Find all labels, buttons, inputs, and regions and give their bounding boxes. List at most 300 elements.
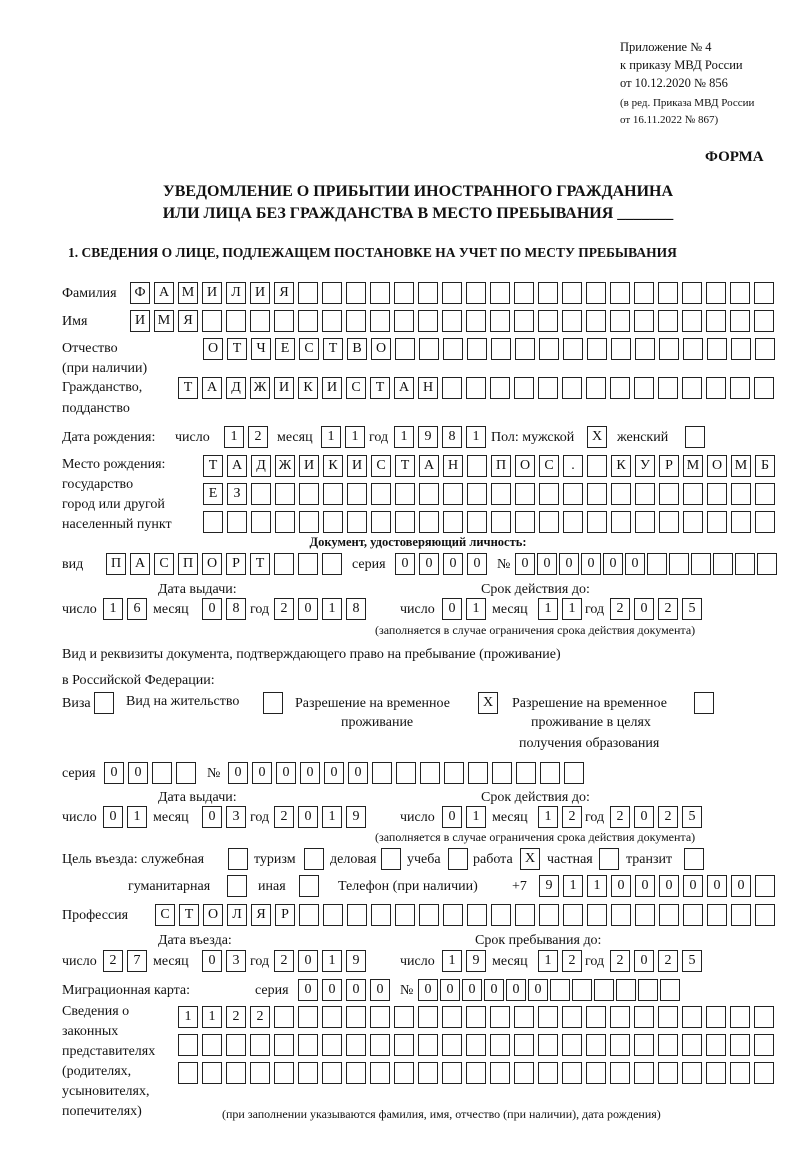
char-cell[interactable]: М [731,455,751,477]
char-cell[interactable]: 0 [731,875,751,897]
char-cell[interactable] [683,511,703,533]
char-cell[interactable] [683,904,703,926]
char-cell[interactable]: 0 [395,553,415,575]
char-cell[interactable] [562,377,582,399]
char-cell[interactable] [346,1006,366,1028]
char-cell[interactable]: И [299,455,319,477]
stay-day-field[interactable] [442,950,490,972]
char-cell[interactable] [539,483,559,505]
char-cell[interactable] [731,904,751,926]
char-cell[interactable] [611,904,631,926]
char-cell[interactable] [202,310,222,332]
char-cell[interactable]: 1 [587,875,607,897]
char-cell[interactable] [176,762,196,784]
char-cell[interactable]: У [635,455,655,477]
char-cell[interactable] [94,692,114,714]
char-cell[interactable] [304,848,324,870]
char-cell[interactable]: 1 [321,426,341,448]
char-cell[interactable]: Т [178,377,198,399]
char-cell[interactable]: 2 [610,598,630,620]
char-cell[interactable] [562,1034,582,1056]
char-cell[interactable] [682,1062,702,1084]
entry-year-field[interactable] [274,950,370,972]
char-cell[interactable] [658,1062,678,1084]
char-cell[interactable]: Т [323,338,343,360]
char-cell[interactable] [562,310,582,332]
char-cell[interactable]: 2 [274,950,294,972]
visa-checkbox[interactable] [94,692,118,714]
char-cell[interactable]: И [130,310,150,332]
purpose-study-checkbox[interactable] [448,848,472,870]
id-kind-field[interactable] [106,553,346,575]
char-cell[interactable]: . [563,455,583,477]
char-cell[interactable]: К [323,455,343,477]
char-cell[interactable] [323,904,343,926]
id-number-field[interactable] [515,553,779,575]
char-cell[interactable]: 0 [202,950,222,972]
char-cell[interactable] [572,979,592,1001]
char-cell[interactable] [706,1062,726,1084]
char-cell[interactable]: Т [203,455,223,477]
char-cell[interactable] [419,338,439,360]
char-cell[interactable]: 2 [248,426,268,448]
char-cell[interactable]: 0 [442,806,462,828]
char-cell[interactable] [515,338,535,360]
char-cell[interactable] [683,483,703,505]
char-cell[interactable] [514,1062,534,1084]
char-cell[interactable]: И [250,282,270,304]
char-cell[interactable]: 1 [538,950,558,972]
char-cell[interactable]: 0 [537,553,557,575]
char-cell[interactable]: И [202,282,222,304]
char-cell[interactable] [370,1062,390,1084]
char-cell[interactable] [538,1034,558,1056]
char-cell[interactable]: 9 [418,426,438,448]
char-cell[interactable] [468,762,488,784]
char-cell[interactable] [539,511,559,533]
char-cell[interactable]: 0 [324,762,344,784]
char-cell[interactable]: 2 [610,950,630,972]
id-series-field[interactable] [395,553,491,575]
char-cell[interactable] [658,282,678,304]
char-cell[interactable]: 9 [466,950,486,972]
char-cell[interactable] [647,553,667,575]
char-cell[interactable] [418,282,438,304]
char-cell[interactable]: 0 [683,875,703,897]
char-cell[interactable] [274,1034,294,1056]
char-cell[interactable]: 5 [682,806,702,828]
res-number-field[interactable] [228,762,588,784]
char-cell[interactable] [467,455,487,477]
char-cell[interactable]: 0 [634,950,654,972]
char-cell[interactable]: 0 [252,762,272,784]
char-cell[interactable] [514,1006,534,1028]
char-cell[interactable] [178,1062,198,1084]
char-cell[interactable] [730,310,750,332]
char-cell[interactable]: X [520,848,540,870]
char-cell[interactable]: 2 [250,1006,270,1028]
char-cell[interactable]: 0 [346,979,366,1001]
char-cell[interactable] [347,904,367,926]
char-cell[interactable]: 2 [274,598,294,620]
char-cell[interactable]: 0 [515,553,535,575]
char-cell[interactable]: 0 [443,553,463,575]
id-issue-year-field[interactable] [274,598,370,620]
char-cell[interactable] [638,979,658,1001]
char-cell[interactable] [706,310,726,332]
char-cell[interactable]: 0 [581,553,601,575]
char-cell[interactable] [491,338,511,360]
char-cell[interactable]: X [587,426,607,448]
char-cell[interactable]: 0 [104,762,124,784]
char-cell[interactable] [250,1034,270,1056]
char-cell[interactable]: А [202,377,222,399]
phone-field[interactable] [539,875,779,897]
char-cell[interactable] [587,338,607,360]
char-cell[interactable] [250,1062,270,1084]
char-cell[interactable] [394,1034,414,1056]
char-cell[interactable]: 1 [538,806,558,828]
purpose-business-checkbox[interactable] [381,848,405,870]
char-cell[interactable] [491,904,511,926]
id-issue-month-field[interactable] [202,598,250,620]
char-cell[interactable] [514,377,534,399]
char-cell[interactable] [516,762,536,784]
char-cell[interactable] [371,511,391,533]
char-cell[interactable] [515,511,535,533]
char-cell[interactable]: С [371,455,391,477]
char-cell[interactable]: 1 [562,598,582,620]
char-cell[interactable] [226,1062,246,1084]
char-cell[interactable] [660,979,680,1001]
char-cell[interactable]: 0 [625,553,645,575]
char-cell[interactable]: С [155,904,175,926]
char-cell[interactable] [299,904,319,926]
char-cell[interactable]: 2 [562,806,582,828]
char-cell[interactable] [323,483,343,505]
char-cell[interactable] [611,483,631,505]
char-cell[interactable] [669,553,689,575]
res-valid-year-field[interactable] [610,806,706,828]
char-cell[interactable] [694,692,714,714]
birthplace-field-3[interactable] [203,511,779,533]
birthplace-field-1[interactable] [203,455,779,477]
char-cell[interactable] [394,1006,414,1028]
char-cell[interactable] [562,1062,582,1084]
char-cell[interactable]: 0 [348,762,368,784]
char-cell[interactable]: С [154,553,174,575]
char-cell[interactable]: А [154,282,174,304]
char-cell[interactable] [586,377,606,399]
char-cell[interactable] [466,282,486,304]
char-cell[interactable]: 0 [322,979,342,1001]
char-cell[interactable]: Я [274,282,294,304]
char-cell[interactable] [322,282,342,304]
char-cell[interactable]: Н [443,455,463,477]
char-cell[interactable] [550,979,570,1001]
char-cell[interactable] [394,282,414,304]
char-cell[interactable]: 7 [127,950,147,972]
char-cell[interactable] [298,282,318,304]
patronymic-field[interactable] [203,338,779,360]
char-cell[interactable]: Л [226,282,246,304]
char-cell[interactable]: Ф [130,282,150,304]
char-cell[interactable] [490,1034,510,1056]
char-cell[interactable] [755,904,775,926]
char-cell[interactable]: Т [395,455,415,477]
char-cell[interactable] [274,1006,294,1028]
char-cell[interactable]: 3 [226,806,246,828]
char-cell[interactable] [754,1006,774,1028]
char-cell[interactable]: 0 [559,553,579,575]
char-cell[interactable]: И [322,377,342,399]
char-cell[interactable]: А [419,455,439,477]
purpose-private-checkbox[interactable] [599,848,623,870]
char-cell[interactable]: Т [227,338,247,360]
char-cell[interactable] [492,762,512,784]
char-cell[interactable] [202,1062,222,1084]
char-cell[interactable] [563,904,583,926]
char-cell[interactable] [755,338,775,360]
char-cell[interactable]: С [539,455,559,477]
char-cell[interactable]: О [707,455,727,477]
char-cell[interactable]: Ж [275,455,295,477]
char-cell[interactable] [538,377,558,399]
char-cell[interactable] [514,310,534,332]
id-valid-month-field[interactable] [538,598,586,620]
char-cell[interactable] [611,511,631,533]
char-cell[interactable] [442,377,462,399]
char-cell[interactable] [226,310,246,332]
char-cell[interactable]: 0 [659,875,679,897]
char-cell[interactable]: М [154,310,174,332]
char-cell[interactable] [322,1006,342,1028]
char-cell[interactable] [562,282,582,304]
char-cell[interactable]: 0 [298,806,318,828]
char-cell[interactable]: 1 [563,875,583,897]
res-series-field[interactable] [104,762,200,784]
char-cell[interactable]: 0 [506,979,526,1001]
char-cell[interactable] [564,762,584,784]
char-cell[interactable]: 0 [462,979,482,1001]
char-cell[interactable]: А [394,377,414,399]
char-cell[interactable]: 0 [442,598,462,620]
name-field[interactable] [130,310,778,332]
char-cell[interactable] [490,1062,510,1084]
char-cell[interactable] [539,338,559,360]
char-cell[interactable] [634,1034,654,1056]
char-cell[interactable]: 2 [658,950,678,972]
res-issue-day-field[interactable] [103,806,151,828]
purpose-tourism-checkbox[interactable] [304,848,328,870]
char-cell[interactable]: 0 [634,806,654,828]
char-cell[interactable] [616,979,636,1001]
char-cell[interactable]: 1 [322,806,342,828]
char-cell[interactable] [706,377,726,399]
char-cell[interactable]: 0 [440,979,460,1001]
char-cell[interactable] [418,1034,438,1056]
stay-year-field[interactable] [610,950,706,972]
char-cell[interactable] [684,848,704,870]
id-valid-day-field[interactable] [442,598,490,620]
char-cell[interactable] [706,1006,726,1028]
char-cell[interactable] [713,553,733,575]
char-cell[interactable] [587,455,607,477]
char-cell[interactable] [586,1062,606,1084]
char-cell[interactable]: В [347,338,367,360]
char-cell[interactable] [443,338,463,360]
char-cell[interactable]: 0 [419,553,439,575]
char-cell[interactable]: 8 [346,598,366,620]
mc-series-field[interactable] [298,979,394,1001]
char-cell[interactable]: 0 [418,979,438,1001]
char-cell[interactable] [419,483,439,505]
char-cell[interactable] [594,979,614,1001]
char-cell[interactable] [298,1006,318,1028]
char-cell[interactable] [418,310,438,332]
temp-permit-checkbox[interactable] [478,692,502,714]
char-cell[interactable]: 1 [224,426,244,448]
char-cell[interactable]: X [478,692,498,714]
char-cell[interactable]: А [130,553,150,575]
char-cell[interactable] [250,310,270,332]
char-cell[interactable] [730,1034,750,1056]
char-cell[interactable]: Т [250,553,270,575]
entry-day-field[interactable] [103,950,151,972]
char-cell[interactable] [395,511,415,533]
char-cell[interactable]: 8 [226,598,246,620]
char-cell[interactable] [755,511,775,533]
char-cell[interactable] [563,483,583,505]
char-cell[interactable] [682,377,702,399]
stay-month-field[interactable] [538,950,586,972]
char-cell[interactable] [152,762,172,784]
char-cell[interactable] [635,511,655,533]
char-cell[interactable]: 0 [467,553,487,575]
char-cell[interactable] [731,338,751,360]
char-cell[interactable]: Ч [251,338,271,360]
res-valid-day-field[interactable] [442,806,490,828]
char-cell[interactable]: Т [179,904,199,926]
char-cell[interactable]: Д [251,455,271,477]
char-cell[interactable] [448,848,468,870]
char-cell[interactable] [228,848,248,870]
char-cell[interactable] [251,483,271,505]
char-cell[interactable] [754,377,774,399]
char-cell[interactable] [444,762,464,784]
char-cell[interactable] [419,904,439,926]
citizenship-field[interactable] [178,377,778,399]
char-cell[interactable]: О [515,455,535,477]
char-cell[interactable] [563,511,583,533]
sex-female-checkbox[interactable] [685,426,709,448]
char-cell[interactable] [658,1006,678,1028]
char-cell[interactable] [395,338,415,360]
char-cell[interactable]: 5 [682,950,702,972]
id-valid-year-field[interactable] [610,598,706,620]
char-cell[interactable] [691,553,711,575]
char-cell[interactable] [346,310,366,332]
char-cell[interactable] [611,338,631,360]
purpose-transit-checkbox[interactable] [684,848,708,870]
char-cell[interactable] [683,338,703,360]
char-cell[interactable]: 9 [346,950,366,972]
char-cell[interactable] [298,310,318,332]
char-cell[interactable] [610,1006,630,1028]
char-cell[interactable] [418,1006,438,1028]
char-cell[interactable] [707,338,727,360]
char-cell[interactable]: 1 [466,598,486,620]
char-cell[interactable]: Т [370,377,390,399]
char-cell[interactable]: 0 [128,762,148,784]
char-cell[interactable] [442,1006,462,1028]
rep-field-2[interactable] [178,1034,778,1056]
char-cell[interactable] [562,1006,582,1028]
char-cell[interactable] [370,1034,390,1056]
char-cell[interactable] [274,553,294,575]
char-cell[interactable] [610,1034,630,1056]
char-cell[interactable] [251,511,271,533]
sex-male-checkbox[interactable] [587,426,611,448]
char-cell[interactable] [755,483,775,505]
char-cell[interactable]: 0 [528,979,548,1001]
char-cell[interactable] [226,1034,246,1056]
char-cell[interactable] [370,310,390,332]
char-cell[interactable] [275,483,295,505]
char-cell[interactable] [346,1062,366,1084]
char-cell[interactable]: Ж [250,377,270,399]
char-cell[interactable] [466,377,486,399]
char-cell[interactable] [754,310,774,332]
char-cell[interactable]: Е [275,338,295,360]
char-cell[interactable]: 1 [538,598,558,620]
char-cell[interactable] [586,1034,606,1056]
char-cell[interactable] [420,762,440,784]
char-cell[interactable] [203,511,223,533]
char-cell[interactable] [466,1006,486,1028]
char-cell[interactable] [178,1034,198,1056]
char-cell[interactable] [538,1006,558,1028]
char-cell[interactable]: 9 [539,875,559,897]
char-cell[interactable]: 0 [228,762,248,784]
char-cell[interactable] [442,282,462,304]
char-cell[interactable] [372,762,392,784]
char-cell[interactable] [346,282,366,304]
char-cell[interactable] [396,762,416,784]
char-cell[interactable] [442,1034,462,1056]
char-cell[interactable]: Я [251,904,271,926]
char-cell[interactable] [274,310,294,332]
char-cell[interactable] [610,310,630,332]
char-cell[interactable] [754,1062,774,1084]
char-cell[interactable]: 1 [103,598,123,620]
char-cell[interactable] [466,1034,486,1056]
char-cell[interactable]: 1 [322,950,342,972]
char-cell[interactable]: 0 [276,762,296,784]
char-cell[interactable] [394,310,414,332]
char-cell[interactable]: Я [178,310,198,332]
char-cell[interactable] [635,338,655,360]
char-cell[interactable] [538,1062,558,1084]
char-cell[interactable]: 1 [466,806,486,828]
char-cell[interactable] [394,1062,414,1084]
char-cell[interactable]: 0 [202,806,222,828]
char-cell[interactable] [707,483,727,505]
char-cell[interactable] [490,1006,510,1028]
char-cell[interactable]: О [203,338,223,360]
char-cell[interactable] [490,377,510,399]
purpose-official-checkbox[interactable] [228,848,252,870]
